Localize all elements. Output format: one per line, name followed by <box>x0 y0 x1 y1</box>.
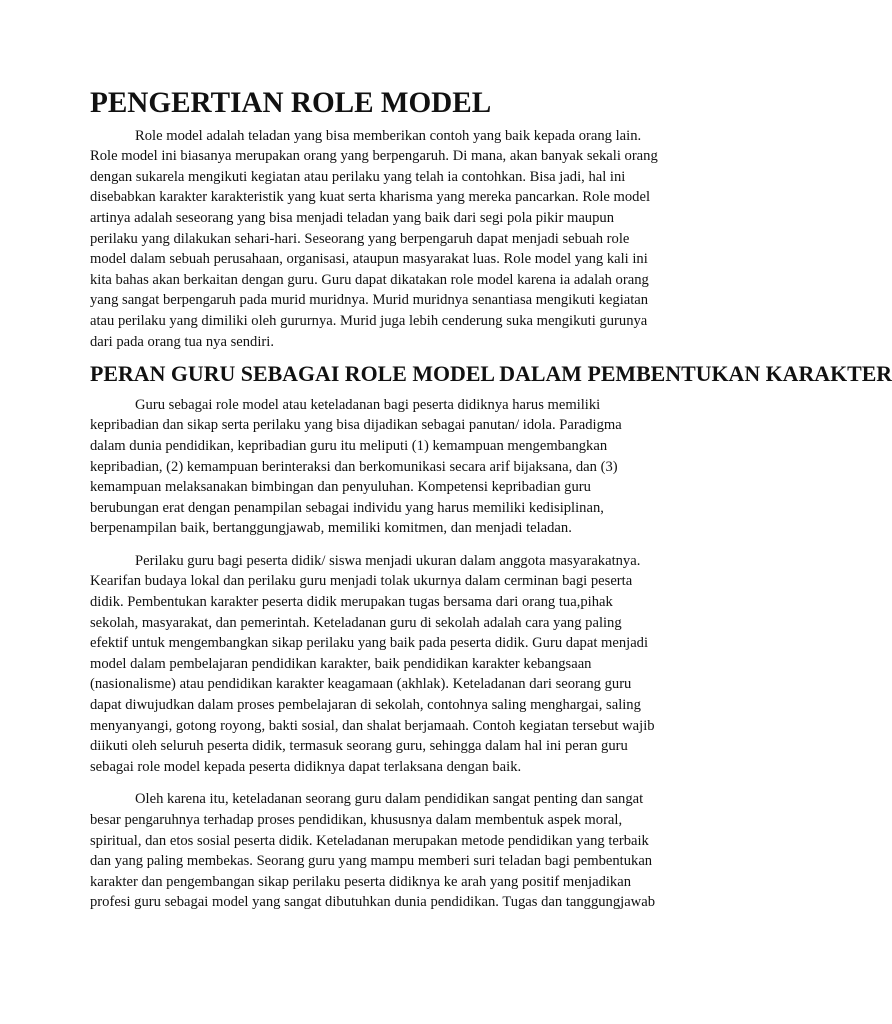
text-line: berpenampilan baik, bertanggungjawab, memiliki komitmen, dan menjadi teladan. <box>90 520 572 537</box>
text-line: dari pada orang tua nya sendiri. <box>90 333 274 350</box>
text-line: Role model ini biasanya merupakan orang yang berpengaruh. Di mana, akan banyak sekali orang <box>90 148 658 165</box>
text-line: kepribadian, (2) kemampuan berinteraksi dan berkomunikasi secara arif bijaksana, dan (3) <box>90 458 618 475</box>
text-line: diikuti oleh seluruh peserta didik, termasuk seorang guru, sehingga dalam hal ini peran guru <box>90 738 628 755</box>
text-line: (nasionalisme) atau pendidikan karakter keagamaan (akhlak). Keteladanan dari seorang guru <box>90 676 632 693</box>
text-line: berubungan erat dengan penampilan sebagai individu yang harus memiliki kedisiplinan, <box>90 499 604 516</box>
document-page <box>90 87 892 913</box>
text-line: artinya adalah seseorang yang bisa menjadi teladan yang baik dari segi pola pikir maupun <box>90 209 614 226</box>
text-line: perilaku yang dilakukan sehari-hari. Seseorang yang berpengaruh dapat menjadi sebuah role <box>90 230 630 247</box>
text-line: Oleh karena itu, keteladanan seorang guru dalam pendidikan sangat penting dan sangat <box>135 791 644 808</box>
text-line: model dalam sebuah perusahaan, organisasi, ataupun masyarakat luas. Role model yang kali ini <box>90 251 648 268</box>
text-line: yang sangat berpengaruh pada murid muridnya. Murid muridnya senantiasa mengikuti kegiatan <box>90 292 649 309</box>
text-line: kepribadian dan sikap serta perilaku yang bisa dijadikan sebagai panutan/ idola. Paradigma <box>90 417 622 434</box>
text-line: Guru sebagai role model atau keteladanan bagi peserta didiknya harus memiliki <box>135 396 601 413</box>
paragraph-peran-guru-1 <box>90 395 680 539</box>
text-line: Role model adalah teladan yang bisa memberikan contoh yang baik kepada orang lain. <box>135 127 642 144</box>
text-line: kita bahas akan berkaitan dengan guru. Guru dapat dikatakan role model karena ia adalah orang <box>90 271 649 288</box>
paragraph-peran-guru-3 <box>90 789 680 913</box>
paragraph-pengertian <box>90 126 680 353</box>
text-line: besar pengaruhnya terhadap proses pendidikan, khususnya dalam membentuk aspek moral, <box>90 812 623 828</box>
text-line: atau perilaku yang dimiliki oleh gururnya. Murid juga lebih cenderung suka mengikuti gurunya <box>90 312 648 329</box>
text-line: dengan sukarela mengikuti kegiatan atau perilaku yang telah ia contohkan. Bisa jadi, hal ini <box>90 168 626 185</box>
text-line: Kearifan budaya lokal dan perilaku guru menjadi tolak ukurnya dalam cerminan bagi peserta <box>90 573 633 590</box>
text-line: Perilaku guru bagi peserta didik/ siswa menjadi ukuran dalam anggota masyarakatnya. <box>135 552 641 569</box>
section-heading-peran-guru: PERAN GURU SEBAGAI ROLE MODEL DALAM PEMBENTUKAN KARAKTER <box>90 361 892 387</box>
text-line: didik. Pembentukan karakter peserta didik merupakan tugas bersama dari orang tua,pihak <box>90 594 613 611</box>
text-line: spiritual, dan etos sosial peserta didik. Keteladanan merupakan metode pendidikan yang terbaik <box>90 832 649 849</box>
text-line: efektif untuk mengembangkan sikap perilaku yang baik pada peserta didik. Guru dapat menjadi <box>90 635 649 652</box>
section-heading-pengertian: PENGERTIAN ROLE MODEL <box>90 87 492 119</box>
text-line: karakter dan pengembangan sikap perilaku peserta didiknya ke arah yang positif menjadikan <box>90 873 631 890</box>
text-line: dapat diwujudkan dalam proses pembelajaran di sekolah, contohnya saling menghargai, saling <box>90 697 641 714</box>
text-line: sekolah, masyarakat, dan pemerintah. Keteladanan guru di sekolah adalah cara yang paling <box>90 614 622 631</box>
text-line: dan yang paling membekas. Seorang guru yang mampu memberi suri teladan bagi pembentukan <box>90 853 653 870</box>
text-line: sebagai role model kepada peserta didiknya dapat terlaksana dengan baik. <box>90 758 522 775</box>
paragraph-peran-guru-2 <box>90 551 680 778</box>
text-line: menyanyangi, gotong royong, bakti sosial, dan shalat berjamaah. Contoh kegiatan tersebut wajib <box>90 717 655 734</box>
text-line: kemampuan melaksanakan bimbingan dan penyuluhan. Kompetensi kepribadian guru <box>90 479 591 496</box>
text-line: model dalam pembelajaran pendidikan karakter, baik pendidikan karakter kebangsaan <box>90 655 592 672</box>
text-line: dalam dunia pendidikan, kepribadian guru itu meliputi (1) kemampuan mengembangkan <box>90 437 608 454</box>
text-line: profesi guru sebagai model yang sangat dibutuhkan dunia pendidikan. Tugas dan tanggungjawab <box>90 894 655 911</box>
text-line: disebabkan karakter karakteristik yang kuat serta kharisma yang mereka pancarkan. Role model <box>90 189 651 206</box>
